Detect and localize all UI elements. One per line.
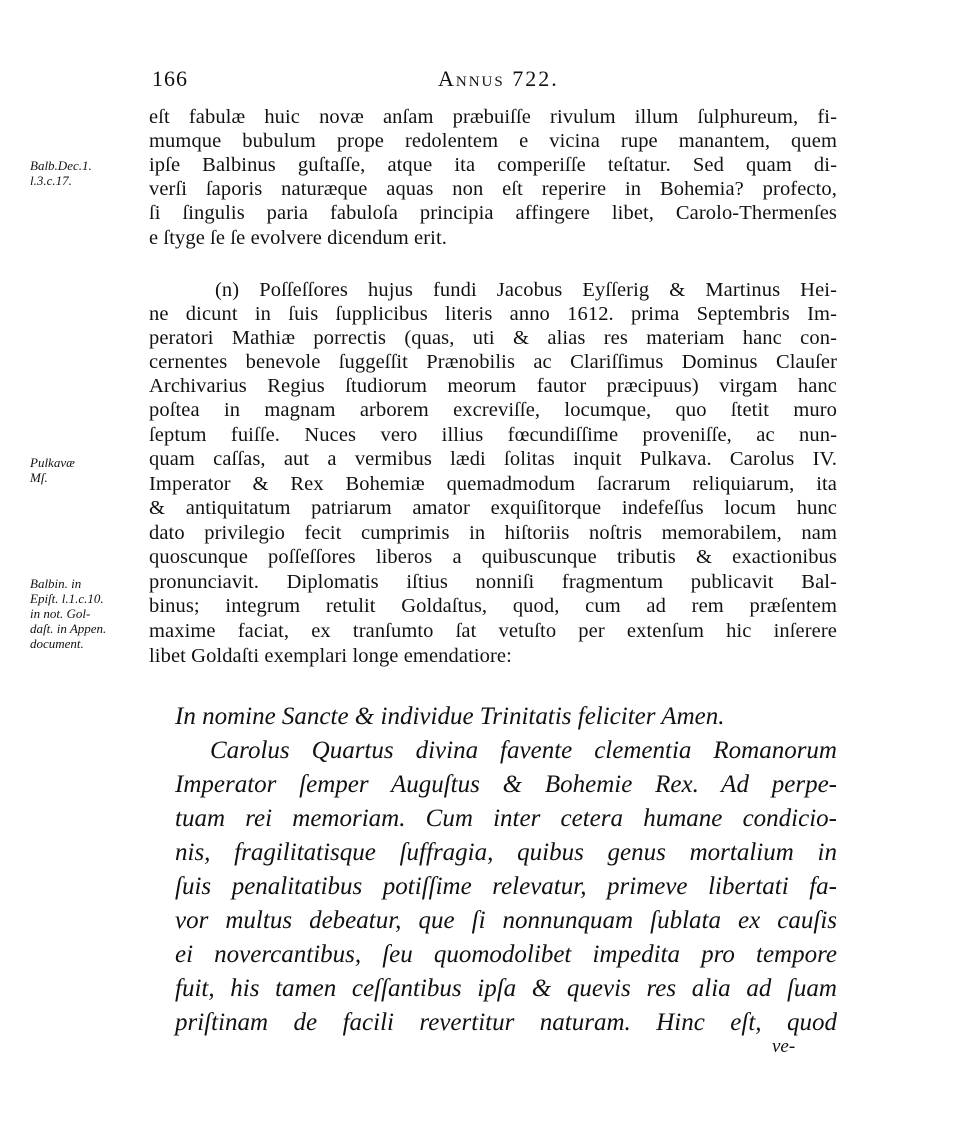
document-line: fuit, his tamen ceſſantibus ipſa & quevis res alia ad ſuam	[175, 975, 837, 1002]
text-line: cernentes benevole ſuggeſſit Prænobilis ac Clariſſimus Dominus Clauſer	[149, 351, 837, 373]
text-line: ſeptum fuiſſe. Nuces vero illius fœcundiſſime proveniſſe, ac nun-	[149, 424, 837, 446]
text-line: dato privilegio fecit cumprimis in hiſtoriis noſtris memorabilem, nam	[149, 522, 837, 544]
margin-note-line: in not. Gol-	[30, 606, 91, 621]
text-line: & antiquitatum patriarum amator exquiſitorque indefeſſus locum hunc	[149, 497, 837, 519]
text-line: verſi ſaporis naturæque aquas non eſt reperire in Bohemia? profecto,	[149, 178, 837, 200]
margin-note-pulkava	[30, 455, 148, 485]
margin-note-line: Pulkavæ	[30, 455, 75, 470]
text-line: binus; integrum retulit Goldaſtus, quod, cum ad rem præſentem	[149, 595, 837, 617]
document-line: tuam rei memoriam. Cum inter cetera humane condicio-	[175, 805, 837, 832]
document-line: ei novercantibus, ſeu quomodolibet impedita pro tempore	[175, 941, 837, 968]
margin-note-line: daſt. in Appen.	[30, 621, 107, 636]
margin-note-balbinus-epist	[30, 576, 148, 651]
document-line: Carolus Quartus divina favente clementia Romanorum	[210, 737, 837, 764]
margin-note-line: l.3.c.17.	[30, 173, 72, 188]
text-line: ipſe Balbinus guſtaſſe, atque ita comperiſſe teſtatur. Sed quam di-	[149, 154, 837, 176]
text-line: quam caſſas, aut a vermibus lædi ſolitas inquit Pulkava. Carolus IV.	[149, 448, 837, 470]
text-line: Imperator & Rex Bohemiæ quemadmodum ſacrarum reliquiarum, ita	[149, 473, 837, 495]
margin-note-line: Balbin. in	[30, 576, 82, 591]
text-line: maxime faciat, ex tranſumto ſat vetuſto per extenſum hic inſerere	[149, 620, 837, 642]
text-line: e ſtyge ſe ſe evolvere dicendum erit.	[149, 227, 447, 249]
margin-note-balbinus-dec	[30, 158, 148, 188]
text-line: peratori Mathiæ porrectis (quas, uti & alias res materiam hanc con-	[149, 327, 837, 349]
text-line: pronunciavit. Diplomatis iſtius nonniſi fragmentum publicavit Bal-	[149, 571, 837, 593]
text-line: quoscunque poſſeſſores liberos a quibuscunque tributis & exactionibus	[149, 546, 837, 568]
text-line: eſt fabulæ huic novæ anſam præbuiſſe rivulum illum ſulphureum, fi-	[149, 106, 837, 128]
document-line: vor multus debeatur, que ſi nonnunquam ſublata ex cauſis	[175, 907, 837, 934]
text-line: Archivarius Regius ſtudiorum meorum fautor præcipuus) virgam hanc	[149, 375, 837, 397]
margin-note-line: Mſ.	[30, 470, 48, 485]
text-line: (n) Poſſeſſores hujus fundi Jacobus Eyſſerig & Martinus Hei-	[215, 279, 837, 301]
margin-note-line: document.	[30, 636, 84, 651]
text-line: mumque bubulum prope redolentem e vicina rupe manantem, quem	[149, 130, 837, 152]
text-line: libet Goldaſti exemplari longe emendatiore:	[149, 645, 512, 667]
page-number: 166	[152, 66, 188, 91]
document-line: ſuis penalitatibus potiſſime relevatur, primeve libertati fa-	[175, 873, 837, 900]
text-line: poſtea in magnam arborem excreviſſe, locumque, quo ſtetit muro	[149, 399, 837, 421]
document-line: In nomine Sancte & individue Trinitatis feliciter Amen.	[175, 703, 725, 730]
running-head: Annus 722.	[438, 66, 559, 91]
page-header	[0, 66, 960, 96]
catchword: ve-	[772, 1036, 796, 1057]
margin-note-line: Epiſt. l.1.c.10.	[30, 591, 104, 606]
document-line: Imperator ſemper Auguſtus & Bohemie Rex. Ad perpe-	[175, 771, 837, 798]
document-line: nis, fragilitatisque ſuffragia, quibus genus mortalium in	[175, 839, 837, 866]
margin-note-line: Balb.Dec.1.	[30, 158, 92, 173]
text-line: ne dicunt in ſuis ſupplicibus literis anno 1612. prima Septembris Im-	[149, 303, 837, 325]
text-line: ſi ſingulis paria fabuloſa principia affingere libet, Carolo-Thermenſes	[149, 202, 837, 224]
document-line: priſtinam de facili revertitur naturam. Hinc eſt, quod	[175, 1009, 837, 1036]
